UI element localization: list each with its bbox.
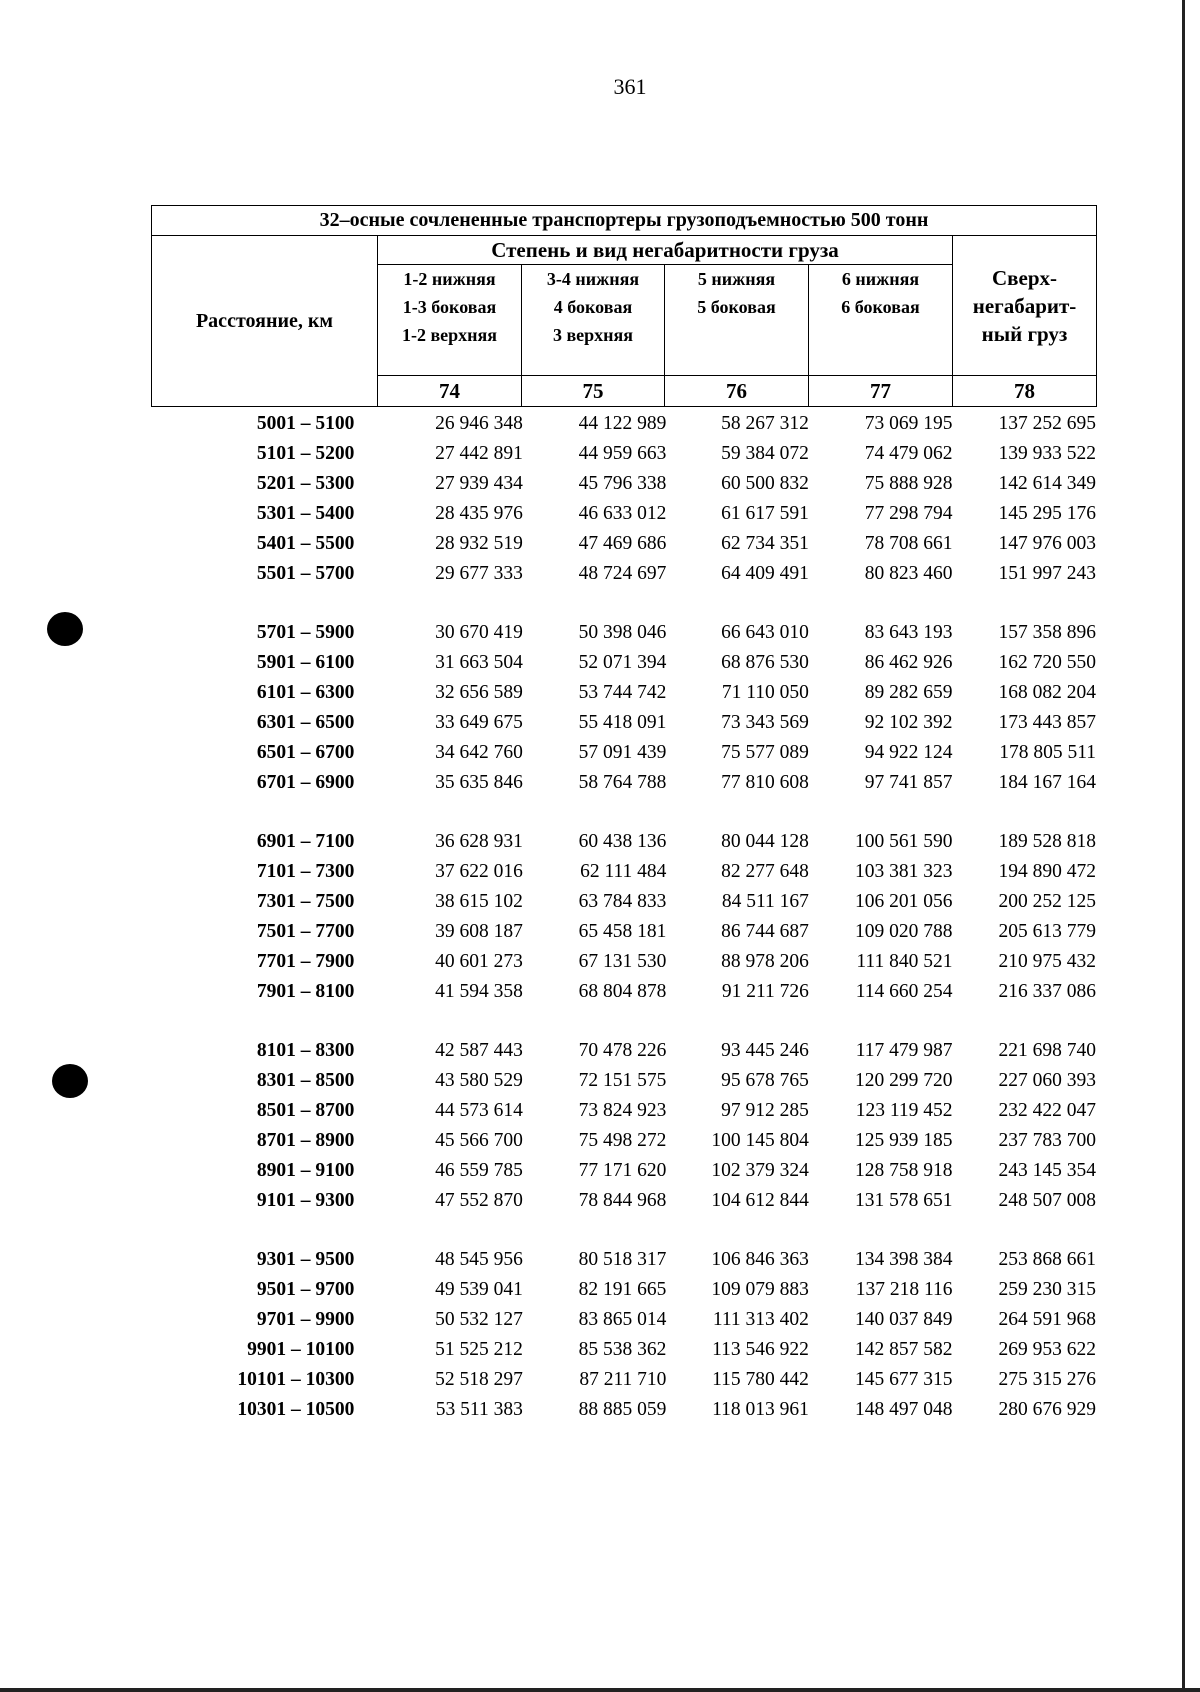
column-header-line: 4 боковая [553,297,633,317]
value-cell: 123 119 452 [855,1100,953,1121]
distance-cell: 9701 – 9900 [256,1309,355,1330]
value-cell: 103 381 323 [854,861,953,882]
column-header-line: 3 верхняя [552,325,634,345]
table-row [151,1365,1096,1395]
value-cell: 30 670 419 [435,622,523,643]
value-cell: 67 131 530 [578,951,667,972]
distance-cell: 7501 – 7700 [256,921,355,942]
value-cell: 162 720 550 [998,652,1097,673]
distance-cell: 6701 – 6900 [256,772,355,793]
table-row [151,678,1096,708]
column-header-line: 5 боковая [697,297,776,317]
table-row [151,439,1096,469]
value-cell: 91 211 726 [721,981,809,1002]
distance-cell: 5001 – 5100 [256,413,355,434]
table-row [151,708,1096,738]
value-cell: 84 511 167 [721,891,809,912]
distance-cell: 5201 – 5300 [256,473,355,494]
value-cell: 28 932 519 [435,533,523,554]
table-row [151,1036,1096,1066]
value-cell: 253 868 661 [998,1249,1097,1270]
value-cell: 134 398 384 [854,1249,953,1270]
value-cell: 52 071 394 [578,652,667,673]
value-cell: 80 044 128 [721,831,809,852]
value-cell: 62 734 351 [721,533,809,554]
value-cell: 93 445 246 [721,1040,809,1061]
value-cell: 72 151 575 [578,1070,667,1091]
value-cell: 189 528 818 [998,831,1097,852]
value-cell: 44 122 989 [578,413,667,434]
value-cell: 27 442 891 [435,443,523,464]
distance-cell: 9901 – 10100 [247,1339,355,1360]
value-cell: 178 805 511 [999,742,1097,763]
table-row [151,1275,1096,1305]
value-cell: 50 532 127 [435,1309,523,1330]
value-cell: 68 804 878 [578,981,667,1002]
value-cell: 111 840 521 [856,951,953,972]
value-cell: 52 518 297 [435,1369,523,1390]
value-cell: 34 642 760 [435,742,523,763]
distance-cell: 8301 – 8500 [256,1070,355,1091]
value-cell: 45 796 338 [578,473,667,494]
value-cell: 115 780 442 [712,1369,809,1390]
column-header-line: 5 нижняя [697,269,776,289]
column-header-74 [378,265,522,376]
column-header-line: ный груз [981,321,1068,346]
distance-column-header: Расстояние, км [152,236,378,407]
value-cell: 89 282 659 [864,682,953,703]
column-header-76 [665,265,809,376]
value-cell: 58 267 312 [721,413,809,434]
value-cell: 140 037 849 [854,1309,953,1330]
punch-hole-mark [52,1064,88,1098]
table-row [151,1305,1096,1335]
value-cell: 75 498 272 [578,1130,667,1151]
row-group [151,1245,1096,1425]
value-cell: 44 959 663 [578,443,667,464]
value-cell: 48 545 956 [435,1249,523,1270]
value-cell: 31 663 504 [435,652,523,673]
column-header-line: 3-4 нижняя [546,269,640,289]
value-cell: 94 922 124 [864,742,953,763]
value-cell: 104 612 844 [711,1190,809,1211]
value-cell: 157 358 896 [998,622,1097,643]
distance-cell: 8501 – 8700 [256,1100,355,1121]
value-cell: 106 846 363 [711,1249,809,1270]
table-title: 32–осные сочлененные транспортеры грузоподъемностью 500 тонн [152,206,1097,236]
distance-cell: 6501 – 6700 [256,742,355,763]
column-number: 77 [809,376,953,407]
value-cell: 86 744 687 [721,921,809,942]
value-cell: 82 191 665 [578,1279,667,1300]
value-cell: 131 578 651 [854,1190,953,1211]
value-cell: 70 478 226 [578,1040,667,1061]
value-cell: 29 677 333 [435,563,523,584]
distance-cell: 5401 – 5500 [256,533,355,554]
column-number: 76 [665,376,809,407]
value-cell: 82 277 648 [721,861,809,882]
value-cell: 194 890 472 [998,861,1097,882]
value-cell: 50 398 046 [578,622,667,643]
distance-cell: 8901 – 9100 [256,1160,355,1181]
value-cell: 125 939 185 [854,1130,953,1151]
table-row [151,977,1096,1007]
value-cell: 237 783 700 [998,1130,1097,1151]
value-cell: 83 643 193 [864,622,953,643]
value-cell: 221 698 740 [998,1040,1097,1061]
value-cell: 168 082 204 [998,682,1097,703]
value-cell: 100 145 804 [711,1130,809,1151]
value-cell: 42 587 443 [435,1040,523,1061]
row-group [151,827,1096,1007]
table-row [151,618,1096,648]
punch-hole-mark [47,612,83,646]
distance-cell: 5701 – 5900 [256,622,355,643]
table-row [151,1245,1096,1275]
value-cell: 61 617 591 [721,503,809,524]
value-cell: 59 384 072 [721,443,809,464]
value-cell: 210 975 432 [998,951,1097,972]
value-cell: 95 678 765 [721,1070,809,1091]
value-cell: 37 622 016 [435,861,523,882]
value-cell: 49 539 041 [435,1279,523,1300]
value-cell: 44 573 614 [435,1100,523,1121]
value-cell: 46 559 785 [435,1160,523,1181]
value-cell: 38 615 102 [435,891,523,912]
tariff-rows [151,409,1096,1425]
value-cell: 73 343 569 [721,712,809,733]
value-cell: 66 643 010 [721,622,809,643]
page-number: 361 [613,74,647,99]
value-cell: 275 315 276 [998,1369,1097,1390]
table-row [151,559,1096,589]
value-cell: 73 069 195 [864,413,953,434]
value-cell: 120 299 720 [854,1070,953,1091]
value-cell: 142 857 582 [854,1339,953,1360]
value-cell: 77 298 794 [864,503,953,524]
table-row [151,738,1096,768]
distance-cell: 5101 – 5200 [256,443,355,464]
distance-cell: 10101 – 10300 [237,1369,355,1390]
value-cell: 151 997 243 [998,563,1097,584]
distance-cell: 6901 – 7100 [256,831,355,852]
value-cell: 51 525 212 [435,1339,523,1360]
column-header-line: Сверх- [992,265,1057,290]
table-row [151,469,1096,499]
value-cell: 137 218 116 [855,1279,953,1300]
value-cell: 117 479 987 [855,1040,953,1061]
table-row [151,409,1096,439]
table-row [151,1186,1096,1216]
column-number: 78 [953,376,1097,407]
distance-cell: 5501 – 5700 [256,563,355,584]
value-cell: 55 418 091 [578,712,667,733]
value-cell: 46 633 012 [578,503,667,524]
table-row [151,1126,1096,1156]
table-row [151,1156,1096,1186]
value-cell: 106 201 056 [854,891,953,912]
value-cell: 280 676 929 [998,1399,1097,1420]
value-cell: 102 379 324 [711,1160,809,1181]
value-cell: 36 628 931 [435,831,523,852]
row-group [151,409,1096,589]
value-cell: 75 888 928 [864,473,953,494]
value-cell: 65 458 181 [578,921,667,942]
value-cell: 109 020 788 [854,921,953,942]
value-cell: 100 561 590 [854,831,953,852]
value-cell: 80 823 460 [864,563,953,584]
value-cell: 227 060 393 [998,1070,1097,1091]
value-cell: 64 409 491 [721,563,809,584]
table-row [151,768,1096,798]
value-cell: 145 295 176 [998,503,1097,524]
value-cell: 60 438 136 [578,831,667,852]
value-cell: 53 744 742 [578,682,667,703]
distance-cell: 7701 – 7900 [256,951,355,972]
value-cell: 114 660 254 [855,981,953,1002]
value-cell: 232 422 047 [998,1100,1097,1121]
page-edge-bottom [0,1688,1200,1692]
value-cell: 137 252 695 [998,413,1097,434]
value-cell: 58 764 788 [578,772,667,793]
page-edge-right [1182,0,1185,1692]
value-cell: 87 211 710 [579,1369,667,1390]
value-cell: 75 577 089 [721,742,809,763]
column-header-line: 1-3 боковая [402,297,497,317]
value-cell: 85 538 362 [578,1339,667,1360]
value-cell: 264 591 968 [998,1309,1097,1330]
distance-cell: 9501 – 9700 [256,1279,355,1300]
value-cell: 35 635 846 [435,772,523,793]
value-cell: 147 976 003 [998,533,1097,554]
value-cell: 216 337 086 [998,981,1097,1002]
value-cell: 78 708 661 [864,533,953,554]
value-cell: 111 313 402 [712,1309,809,1330]
distance-cell: 7901 – 8100 [256,981,355,1002]
column-number: 74 [378,376,522,407]
table-row [151,917,1096,947]
value-cell: 109 079 883 [711,1279,809,1300]
table-row [151,857,1096,887]
value-cell: 47 552 870 [435,1190,523,1211]
distance-cell: 5901 – 6100 [256,652,355,673]
table-row [151,529,1096,559]
value-cell: 148 497 048 [854,1399,953,1420]
column-header-line: 1-2 нижняя [403,269,496,289]
value-cell: 39 608 187 [435,921,523,942]
value-cell: 41 594 358 [435,981,523,1002]
column-header-line: 1-2 верхняя [401,325,498,345]
value-cell: 184 167 164 [998,772,1097,793]
value-cell: 145 677 315 [854,1369,953,1390]
value-cell: 27 939 434 [435,473,523,494]
distance-cell: 8701 – 8900 [256,1130,355,1151]
row-group [151,1036,1096,1216]
value-cell: 248 507 008 [998,1190,1097,1211]
column-header-77 [809,265,953,376]
value-cell: 128 758 918 [854,1160,953,1181]
table-row [151,887,1096,917]
table-row [151,947,1096,977]
value-cell: 26 946 348 [435,413,523,434]
value-cell: 28 435 976 [435,503,523,524]
distance-cell: 8101 – 8300 [256,1040,355,1061]
value-cell: 86 462 926 [864,652,953,673]
value-cell: 68 876 530 [721,652,809,673]
value-cell: 113 546 922 [712,1339,809,1360]
table-row [151,499,1096,529]
value-cell: 73 824 923 [578,1100,667,1121]
value-cell: 173 443 857 [998,712,1097,733]
value-cell: 139 933 522 [998,443,1097,464]
value-cell: 200 252 125 [998,891,1097,912]
value-cell: 243 145 354 [998,1160,1097,1181]
value-cell: 57 091 439 [578,742,667,763]
column-header-line: 6 боковая [841,297,920,317]
value-cell: 88 885 059 [578,1399,667,1420]
table-header [151,205,1097,407]
value-cell: 74 479 062 [864,443,953,464]
table-row [151,1066,1096,1096]
column-header-line: 6 нижняя [841,269,920,289]
distance-cell: 5301 – 5400 [256,503,355,524]
value-cell: 33 649 675 [435,712,523,733]
value-cell: 43 580 529 [435,1070,523,1091]
row-group [151,618,1096,798]
table-row [151,1096,1096,1126]
table-row [151,1395,1096,1425]
value-cell: 118 013 961 [712,1399,809,1420]
distance-cell: 10301 – 10500 [237,1399,355,1420]
value-cell: 77 171 620 [578,1160,667,1181]
value-cell: 205 613 779 [998,921,1097,942]
distance-cell: 7101 – 7300 [256,861,355,882]
value-cell: 53 511 383 [435,1399,523,1420]
value-cell: 62 111 484 [580,861,667,882]
table-row [151,827,1096,857]
value-cell: 47 469 686 [578,533,667,554]
distance-cell: 7301 – 7500 [256,891,355,912]
value-cell: 77 810 608 [721,772,809,793]
value-cell: 97 912 285 [721,1100,809,1121]
value-cell: 60 500 832 [721,473,809,494]
column-header-75 [522,265,665,376]
column-header-line: негабарит- [972,293,1077,318]
oversize-group-header: Степень и вид негабаритности груза [378,236,953,265]
column-number: 75 [522,376,665,407]
value-cell: 92 102 392 [864,712,953,733]
value-cell: 40 601 273 [435,951,523,972]
value-cell: 88 978 206 [721,951,809,972]
value-cell: 97 741 857 [864,772,953,793]
distance-cell: 6301 – 6500 [256,712,355,733]
value-cell: 78 844 968 [578,1190,667,1211]
value-cell: 32 656 589 [435,682,523,703]
value-cell: 48 724 697 [578,563,667,584]
value-cell: 269 953 622 [998,1339,1097,1360]
column-header-78 [953,236,1097,376]
distance-cell: 9101 – 9300 [256,1190,355,1211]
distance-cell: 6101 – 6300 [256,682,355,703]
value-cell: 259 230 315 [998,1279,1097,1300]
value-cell: 83 865 014 [578,1309,667,1330]
value-cell: 142 614 349 [998,473,1097,494]
value-cell: 71 110 050 [721,682,809,703]
table-row [151,648,1096,678]
value-cell: 63 784 833 [578,891,667,912]
table-row [151,1335,1096,1365]
value-cell: 45 566 700 [435,1130,523,1151]
value-cell: 80 518 317 [578,1249,667,1270]
distance-cell: 9301 – 9500 [256,1249,355,1270]
